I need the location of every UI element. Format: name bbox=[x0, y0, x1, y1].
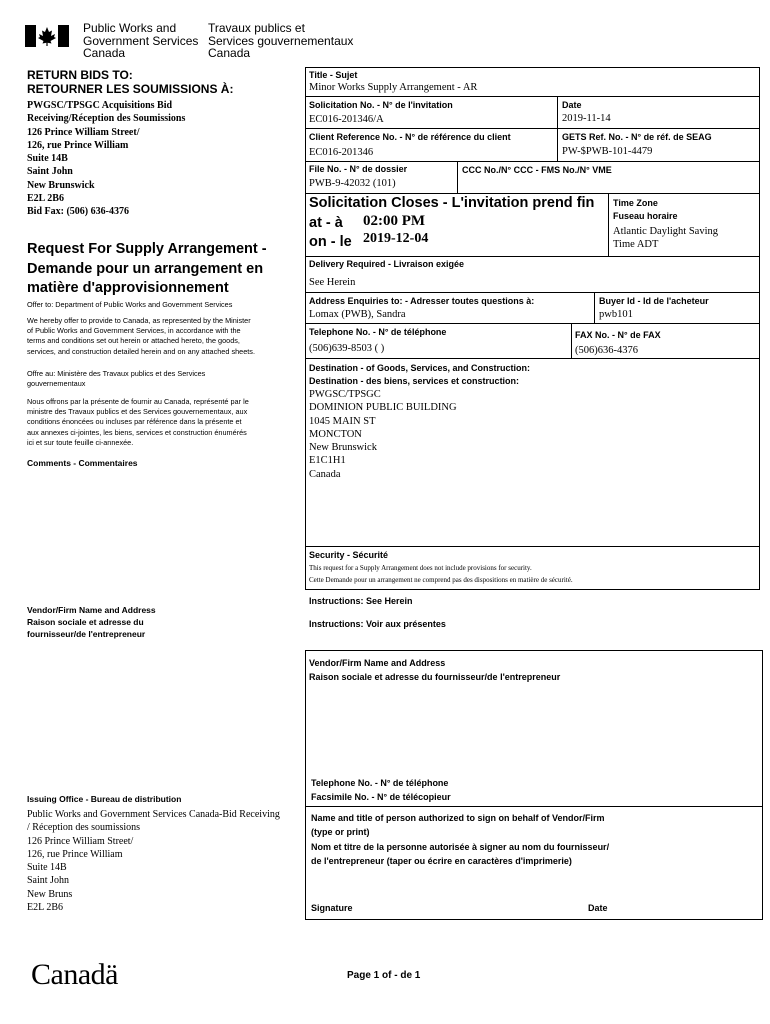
closing-time-label: at - à bbox=[309, 215, 343, 231]
return-bids-address: PWGSC/TPSGC Acquisitions Bid Receiving/Réception des Soumissions 126 Prince William Street/ 126, rue Prince William Suite 14B Saint John New Brunswick E2L 2B6 Bid Fax: (506) 636-4376 bbox=[27, 100, 186, 218]
department-name-french: Travaux publics et Services gouvernementaux Canada bbox=[208, 21, 354, 60]
telephone-value: (506)639-8503 ( ) bbox=[309, 343, 385, 354]
date-value: 2019-11-14 bbox=[562, 113, 611, 124]
security-label: Security - Sécurité bbox=[309, 550, 389, 560]
file-number-value: PWB-9-42032 (101) bbox=[309, 178, 396, 189]
time-zone-label: Time Zone Fuseau horaire bbox=[613, 198, 678, 221]
page-number: Page 1 of - de 1 bbox=[347, 970, 421, 981]
destination-address: PWGSC/TPSGC DOMINION PUBLIC BUILDING 1045 MAIN ST MONCTON New Brunswick E1C1H1 Canada bbox=[309, 389, 457, 480]
security-text-french: Cette Demande pour un arrangement ne comprend pas des dispositions en matière de sécurité. bbox=[309, 576, 573, 584]
delivery-label: Delivery Required - Livraison exigée bbox=[309, 259, 465, 269]
issuing-office-address: Public Works and Government Services Canada-Bid Receiving / Réception des soumissions 126 Prince William Street/ 126, rue Prince William Suite 14B Saint John New Bruns E2L 2B6 bbox=[27, 809, 280, 914]
address-enquiries-label: Address Enquiries to: - Adresser toutes questions à: bbox=[309, 296, 535, 306]
return-bids-heading: RETURN BIDS TO: RETOURNER LES SOUMISSIONS À: bbox=[27, 68, 234, 96]
gets-reference-value: PW-$PWB-101-4479 bbox=[562, 146, 653, 157]
file-number-label: File No. - N° de dossier bbox=[309, 164, 408, 174]
department-name-english: Public Works and Government Services Canada bbox=[83, 21, 199, 60]
ccc-number-label: CCC No./N° CCC - FMS No./N° VME bbox=[462, 165, 612, 175]
telephone-label: Telephone No. - N° de téléphone bbox=[309, 327, 447, 337]
closing-time-value: 02:00 PM bbox=[363, 213, 426, 229]
destination-label: Destination - of Goods, Services, and Construction: Destination - des biens, services et construction: bbox=[309, 363, 531, 386]
issuing-office-label: Issuing Office - Bureau de distribution bbox=[27, 794, 182, 804]
gets-reference-label: GETS Ref. No. - N° de réf. de SEAG bbox=[562, 132, 712, 142]
closing-date-label: on - le bbox=[309, 234, 352, 250]
canada-wordmark: Canadä bbox=[31, 958, 118, 991]
date-label: Date bbox=[562, 100, 582, 110]
buyer-id-label: Buyer Id - Id de l'acheteur bbox=[599, 296, 709, 306]
address-enquiries-value: Lomax (PWB), Sandra bbox=[309, 309, 406, 320]
request-title: Request For Supply Arrangement - Demande pour un arrangement en matière d'approvisionnement bbox=[27, 241, 267, 296]
offer-text-english: We hereby offer to provide to Canada, as represented by the Minister of Public Works and Government Services, in accordance with the terms and conditions set out herein or attached hereto, the goods, services, and construction detailed herein and on any attached sheets. bbox=[27, 316, 255, 356]
buyer-id-value: pwb101 bbox=[599, 309, 633, 320]
offer-to: Offer to: Department of Public Works and Government Services bbox=[27, 300, 233, 309]
title-value: Minor Works Supply Arrangement - AR bbox=[309, 82, 478, 93]
closing-date-value: 2019-12-04 bbox=[363, 231, 429, 246]
vendor-label-left: Vendor/Firm Name and Address Raison sociale et adresse du fournisseur/de l'entrepreneur bbox=[27, 605, 156, 639]
authorized-signer-label: Name and title of person authorized to sign on behalf of Vendor/Firm (type or print) Nom et titre de la personne autorisée à signer au nom du fournisseur/ de l'entrepreneur (taper ou écrire en caractères d'imprimerie) bbox=[311, 813, 610, 866]
vendor-box-label: Vendor/Firm Name and Address Raison sociale et adresse du fournisseur/de l'entrepreneur bbox=[309, 658, 561, 682]
security-text-english: This request for a Supply Arrangement does not include provisions for security. bbox=[309, 564, 532, 572]
client-reference-value: EC016-201346 bbox=[309, 147, 374, 158]
solicitation-number-value: EC016-201346/A bbox=[309, 114, 384, 125]
comments-label: Comments - Commentaires bbox=[27, 458, 138, 468]
vendor-telephone-label: Telephone No. - N° de téléphone Facsimile No. - N° de télécopieur bbox=[311, 778, 451, 802]
solicitation-number-label: Solicitation No. - N° de l'invitation bbox=[309, 100, 453, 110]
offre-au: Offre au: Ministère des Travaux publics et des Services gouvernementaux bbox=[27, 369, 206, 389]
fax-value: (506)636-4376 bbox=[575, 345, 638, 356]
signature-label: Signature bbox=[311, 903, 353, 913]
authorized-signer-field[interactable] bbox=[309, 870, 757, 898]
solicitation-closes-title: Solicitation Closes - L'invitation prend fin bbox=[309, 195, 595, 211]
signature-date-label: Date bbox=[588, 903, 608, 913]
client-reference-label: Client Reference No. - N° de référence du client bbox=[309, 132, 511, 142]
time-zone-value: Atlantic Daylight Saving Time ADT bbox=[613, 226, 718, 250]
fax-label: FAX No. - N° de FAX bbox=[575, 330, 661, 340]
delivery-value: See Herein bbox=[309, 277, 356, 288]
instructions-english: Instructions: See Herein bbox=[309, 596, 413, 606]
offer-text-french: Nous offrons par la présente de fournir au Canada, représenté par le ministre des Travaux publics et des Services gouvernementaux, aux conditions énoncées ou incluses par référence dans la présente et aux annexes ci-jointes, les biens, services et construction énumérés ici et sur toute feuille ci-annexée. bbox=[27, 397, 249, 447]
title-label: Title - Sujet bbox=[309, 70, 358, 80]
instructions-french: Instructions: Voir aux présentes bbox=[309, 619, 446, 629]
vendor-name-address-field[interactable] bbox=[309, 686, 757, 772]
